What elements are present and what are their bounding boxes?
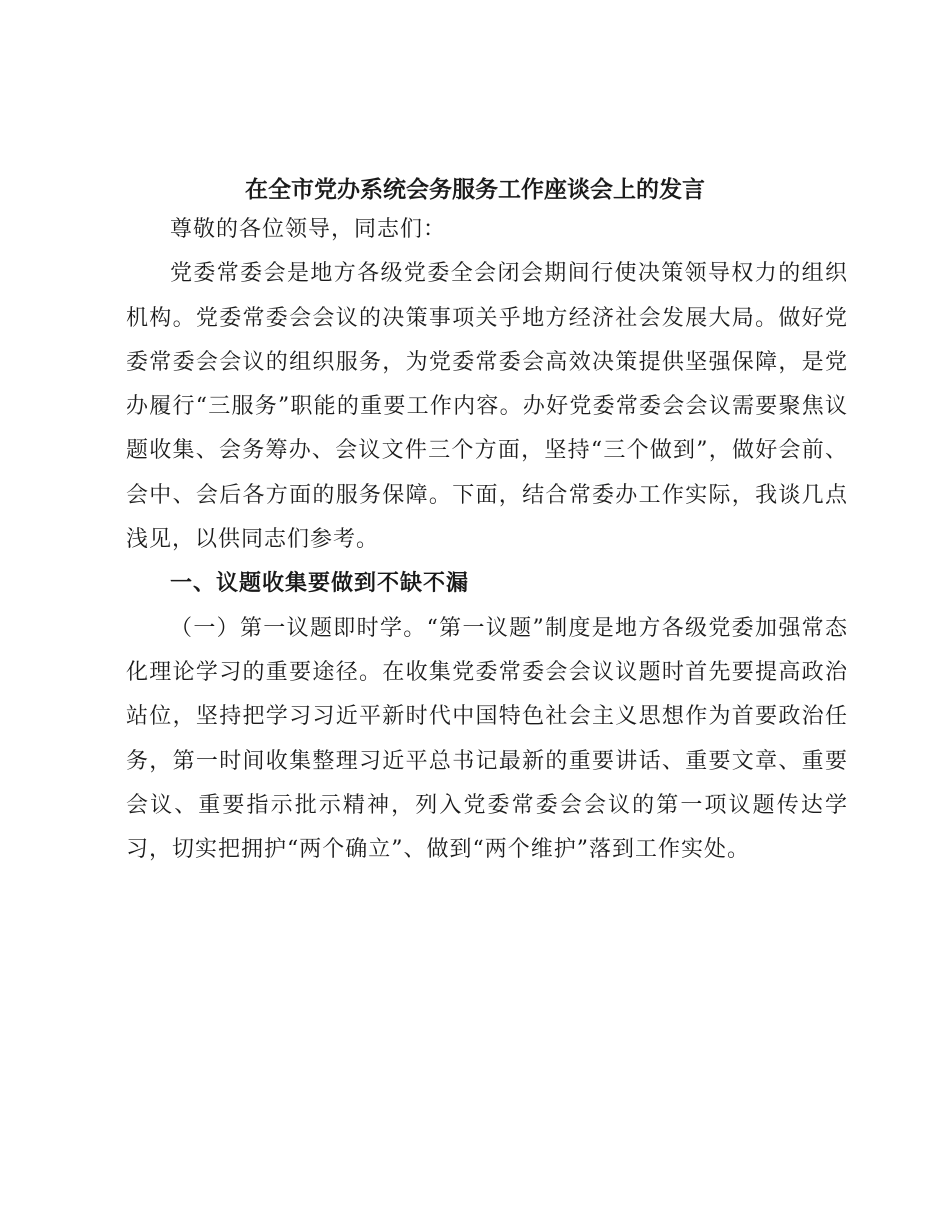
- salutation: 尊敬的各位领导，同志们：: [170, 217, 447, 242]
- section-paragraph: （一）第一议题即时学。“第一议题”制度是地方各级党委加强常态化理论学习的重要途径。在收集党委常委会会议议题时首先要提高政治站位，坚持把学习习近平新时代中国特色社会主义思想作为首要政治任务，第一时间收集整理习近平总书记最新的重要讲话、重要文章、重要会议、重要指示批示精神，列入党委常委会会议的第一项议题传达学习，切实把拥护“两个确立”、做到“两个维护”落到工作实处。: [126, 615, 848, 863]
- document-body: [126, 208, 848, 872]
- document-title: 在全市党办系统会务服务工作座谈会上的发言: [245, 176, 705, 203]
- intro-paragraph: 党委常委会是地方各级党委全会闭会期间行使决策领导权力的组织机构。党委常委会会议的决策事项关乎地方经济社会发展大局。做好党委常委会会议的组织服务，为党委常委会高效决策提供坚强保障，是党办履行“三服务”职能的重要工作内容。办好党委常委会会议需要聚焦议题收集、会务筹办、会议文件三个方面，坚持“三个做到”，做好会前、会中、会后各方面的服务保障。下面，结合常委办工作实际，我谈几点浅见，以供同志们参考。: [126, 261, 848, 553]
- section-heading: 一、议题收集要做到不缺不漏: [170, 571, 470, 597]
